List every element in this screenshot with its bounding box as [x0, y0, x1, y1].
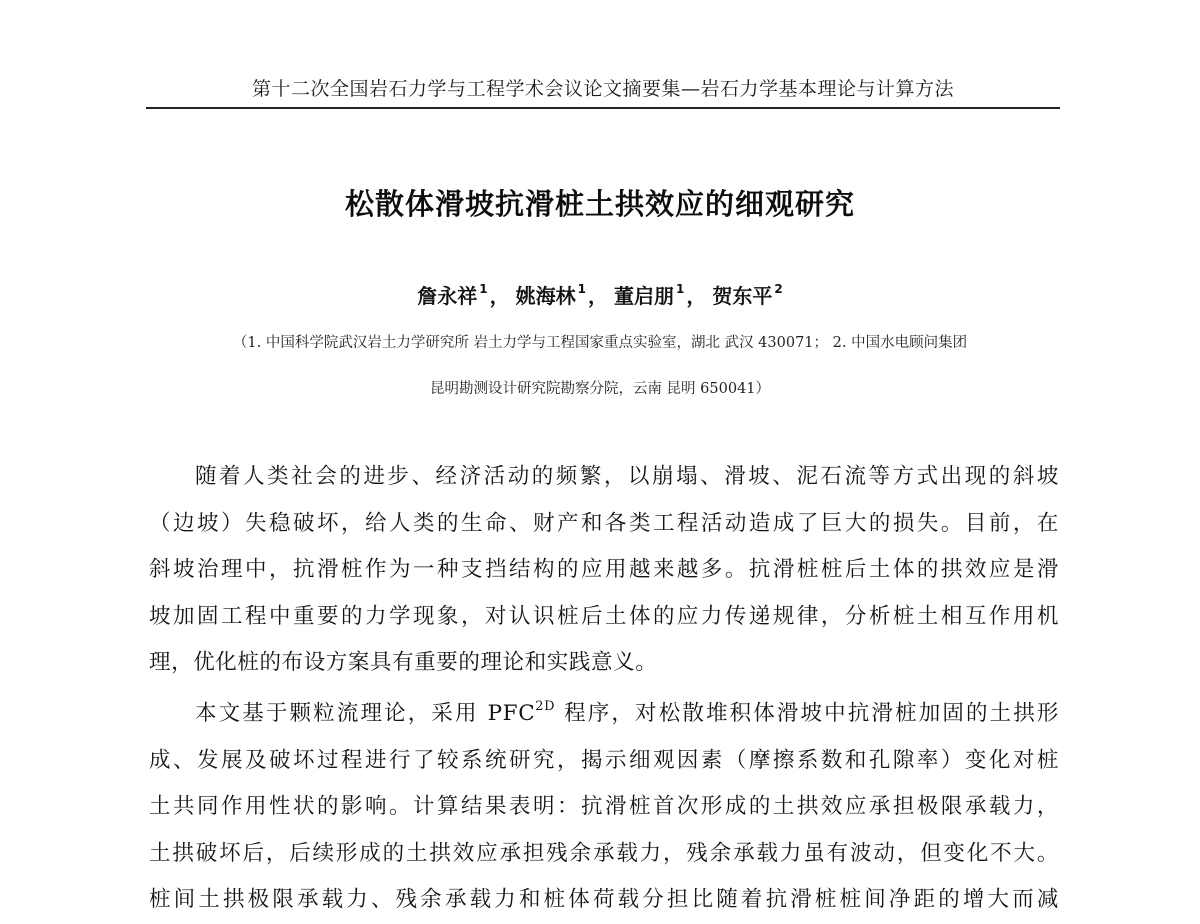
paper-title: 松散体滑坡抗滑桩土拱效应的细观研究	[344, 187, 855, 221]
author-affil-mark: 1	[676, 282, 685, 297]
body-line: 斜坡治理中，抗滑桩作为一种支挡结构的应用越来越多。抗滑桩桩后土体的拱效应是滑	[149, 557, 1059, 582]
affiliation-line: （1. 中国科学院武汉岩土力学研究所 岩土力学与工程国家重点实验室，湖北 武汉 430071； 2. 中国水电顾问集团	[232, 335, 968, 351]
body-line: 土拱破坏后，后续形成的土拱效应承担残余承载力，残余承载力虽有波动，但变化不大。	[149, 840, 1059, 866]
author-name: 姚海林	[515, 284, 576, 308]
running-head: 第十二次全国岩石力学与工程学术会议论文摘要集—岩石力学基本理论与计算方法	[251, 78, 954, 100]
body-line: 土共同作用性状的影响。计算结果表明：抗滑桩首次形成的土拱效应承担极限承载力，	[149, 794, 1059, 820]
author-affil-mark: 2	[774, 282, 783, 297]
body-line	[149, 686, 1059, 738]
body-line: 理，优化桩的布设方案具有重要的理论和实践意义。	[149, 650, 658, 675]
superscript-2d: 2D	[535, 699, 556, 714]
affiliation-line: 昆明勘测设计研究院勘察分院，云南 昆明 650041）	[429, 381, 771, 397]
author-name: 贺东平	[712, 284, 773, 308]
header-rule	[146, 107, 1060, 109]
author-separator: ，	[489, 284, 510, 308]
body-paragraph-2	[149, 686, 1059, 924]
body-text: 程序，对松散堆积体滑坡中抗滑桩加固的土拱形	[555, 701, 1059, 727]
body-line: （边坡）失稳破坏，给人类的生命、财产和各类工程活动造成了巨大的损失。目前，在	[149, 510, 1059, 536]
author-affil-mark: 1	[479, 282, 488, 297]
body-paragraph-1	[149, 454, 1059, 687]
body-line: 桩间土拱极限承载力、残余承载力和桩体荷载分担比随着抗滑桩桩间净距的增大而减	[149, 887, 1059, 913]
author-name: 詹永祥	[417, 284, 478, 308]
body-line: 成、发展及破坏过程进行了较系统研究，揭示细观因素（摩擦系数和孔隙率）变化对桩	[149, 747, 1059, 773]
body-text: 本文基于颗粒流理论，采用 PFC	[195, 701, 536, 727]
author-separator: ，	[686, 284, 707, 308]
author-name: 董启朋	[614, 284, 674, 308]
author-list	[0, 280, 1200, 309]
body-line: 坡加固工程中重要的力学现象，对认识桩后土体的应力传递规律，分析桩土相互作用机	[149, 603, 1059, 629]
body-line: 随着人类社会的进步、经济活动的频繁，以崩塌、滑坡、泥石流等方式出现的斜坡	[195, 464, 1059, 489]
author-affil-mark: 1	[577, 282, 586, 297]
author-separator: ，	[588, 284, 608, 308]
